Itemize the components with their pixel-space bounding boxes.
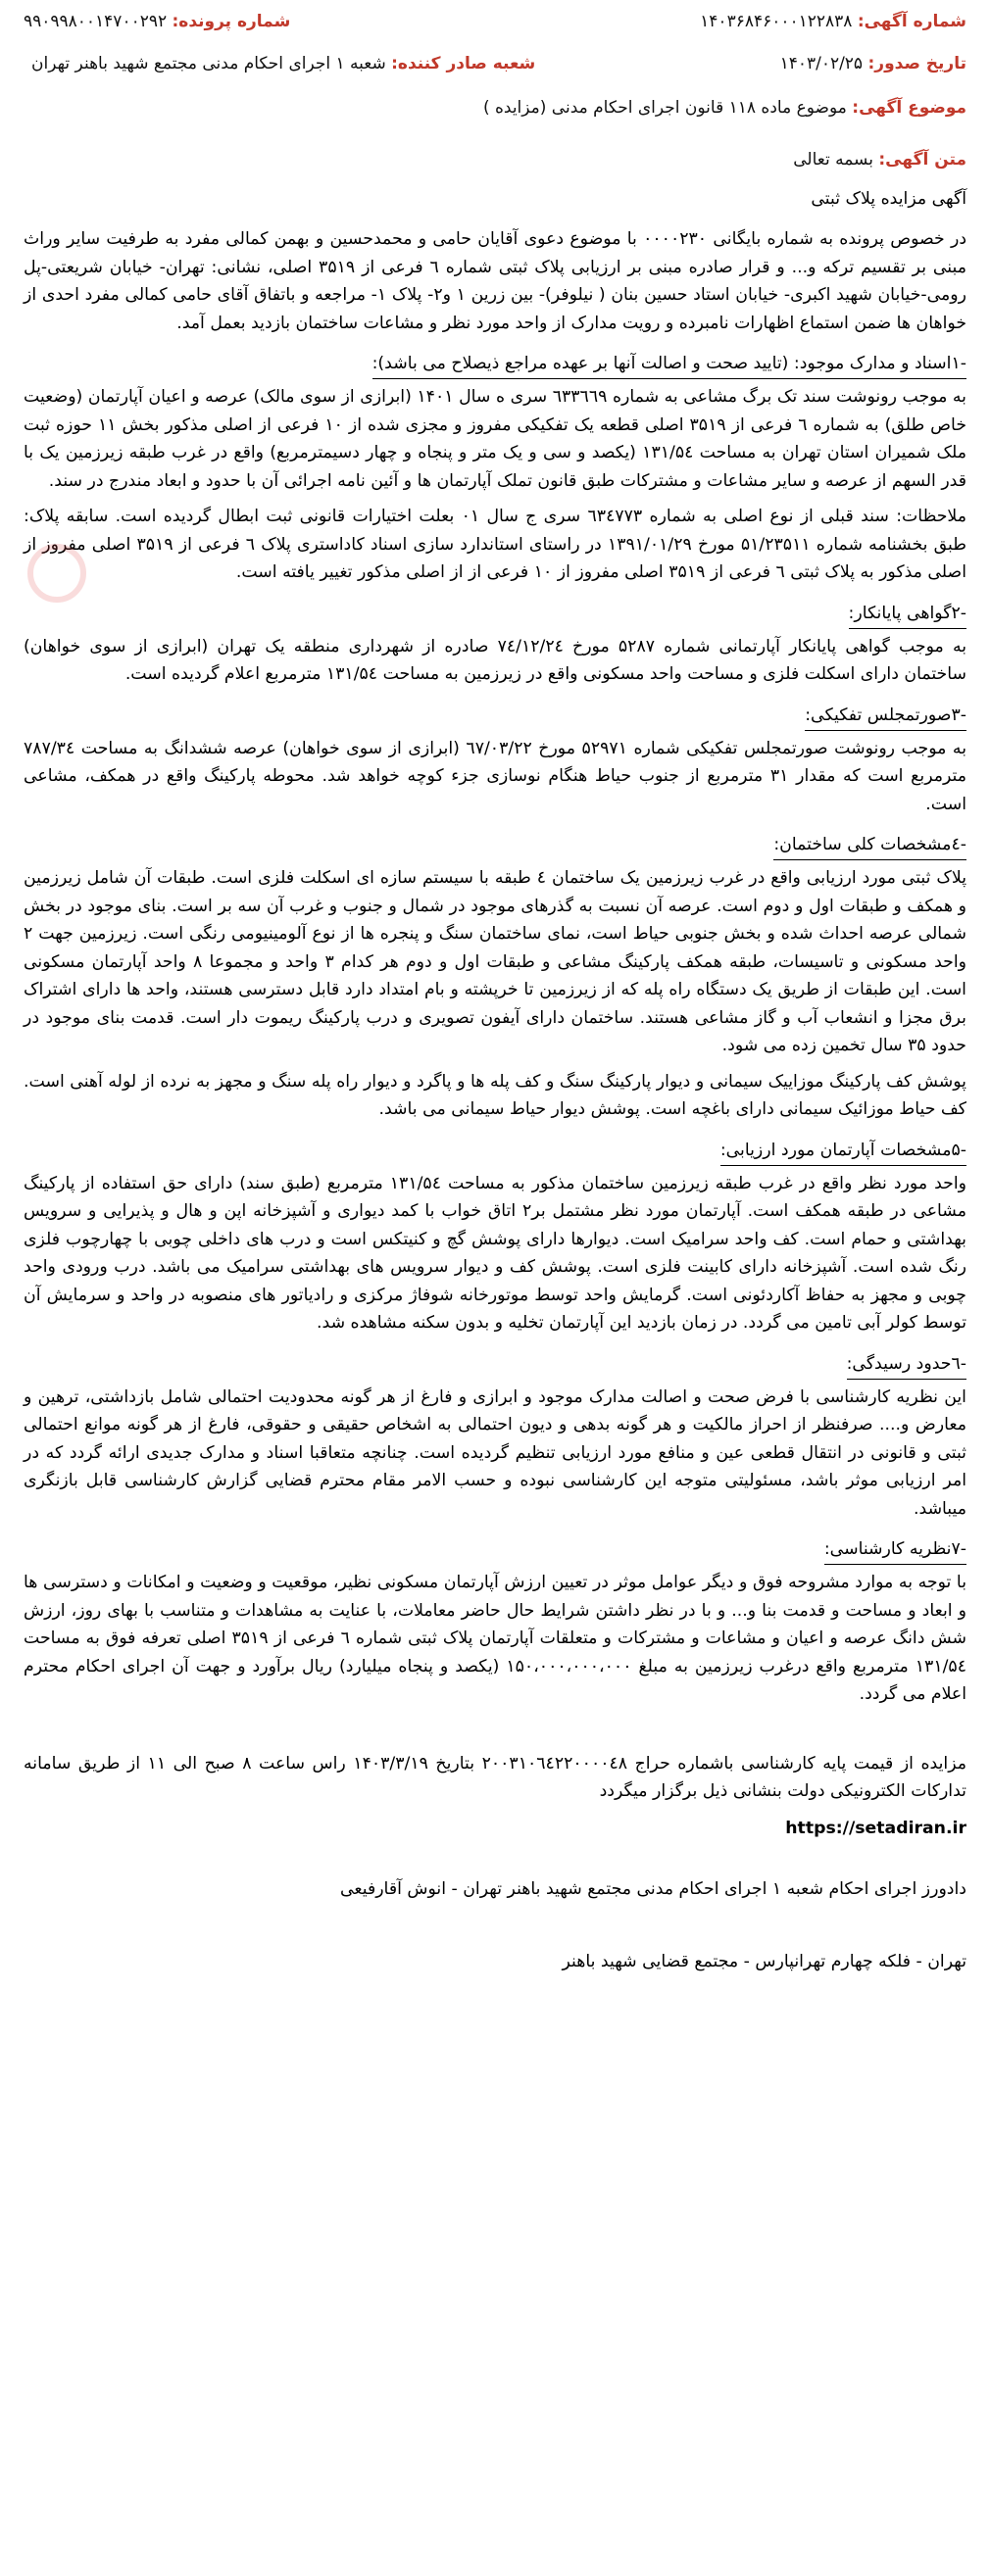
section-1-paragraph-1: به موجب رونوشت سند تک برگ مشاعی به شماره ٦۳۳٦٦۹ سری ه سال ۱۴۰۱ (ابرازی از سوی مالک) عرصه و اعیان آپارتمان (وضعیت خاص طلق) به شماره ٦ فرعی از ۳۵۱۹ اصلی قطعه یک تفکیکی مفروز و مجزی شده از ۱۰ فرعی از اصلی مذکور بخش ۱۱ حوزه ثبت ملک شمیران استان تهران به مساحت ۱۳۱/۵٤ (یکصد و سی و یک متر و پنجاه و چهار دسیمترمربع) واقع در غرب طبقه زیرزمین یک با قدر السهم از عرصه و سایر مشاعات و مشترکات طبق قانون تملک آپارتمان ها و آئین نامه اجرائی آن با حدود و ابعاد مندرج در سند. (24, 387, 967, 491)
watermark-stamp (27, 544, 86, 603)
text-intro: بسمه تعالی (793, 150, 873, 170)
website-row (24, 1814, 966, 1843)
text-label: متن آگهی: (878, 150, 966, 170)
auction-paragraph: مزایده از قیمت پایه کارشناسی باشماره حراج ۲۰۰۳۱۰٦٤۲۲۰۰۰۰٤۸ بتاریخ ۱۴۰۳/۳/۱۹ راس ساعت ۸ صبح الی ۱۱ از طریق سامانه تدارکات الکترونیکی دولت بنشانی ذیل برگزار میگردد (24, 1753, 967, 1801)
section-4-paragraph-2: پوشش کف پارکینگ موزاییک سیمانی و دیوار پارکینگ سنگ و کف پله ها و پاگرد و دیوار راه پله سنگ و مجهز به نرده از لوله آهنی است. کف حیاط موزائیک سیمانی دارای باغچه است. پوشش دیوار حیاط سیمانی می باشد. (24, 1071, 966, 1119)
subject-value: موضوع ماده ۱۱۸ قانون اجرای احکام مدنی (مزایده ) (482, 98, 847, 118)
spacer (24, 1717, 966, 1750)
issue-date-row (780, 54, 966, 73)
section-2-title: -۲گواهی پایانکار: (849, 599, 966, 629)
issuing-branch-value: شعبه ۱ اجرای احکام مدنی مجتمع شهید باهنر تهران (31, 54, 386, 73)
section-5-paragraph: واحد مورد نظر واقع در غرب طبقه زیرزمین ساختمان مذکور به مساحت ۱۳۱/۵٤ مترمربع (طبق سند) دارای حق استفاده از پارکینگ مشاعی در طبقه همکف است. آپارتمان مورد نظر مشتمل بر۲ اتاق خواب با کمد دیواری و آشپزخانه اپن و هال و پذیرایی و سرویس بهداشتی و حمام است. کف واحد سرامیک است. دیوارها دارای پوشش گچ و کنیتکس است و درب های داخلی چوبی با چهارچوب فلزی رنگ شده است. آشپزخانه دارای کابینت فلزی است. پوشش کف و دیوار سرویس های بهداشتی سرامیک می باشد. درب ورودی واحد چوبی و مجهز به حفاظ آکاردئونی است. گرمایش واحد توسط موتورخانه شوفاژ مرکزی و رادیاتور های منصوبه در واحد و سرمایش آن توسط کولر آبی تامین می گردد. در زمان بازدید این آپارتمان تخلیه و بدون سکنه مشاهده شد. (24, 1173, 966, 1333)
court-address: تهران - فلکه چهارم تهرانپارس - مجتمع قضایی شهید باهنر (562, 1951, 966, 1971)
text-label-row (24, 145, 966, 174)
section-1-title: -۱اسناد و مدارک موجود: (تایید صحت و اصالت آنها بر عهده مراجع ذیصلاح می باشد): (372, 349, 966, 379)
subject-row (483, 98, 966, 118)
subject-label: موضوع آگهی: (852, 98, 966, 118)
notice-header (24, 0, 966, 147)
section-2-paragraph: به موجب گواهی پایانکار آپارتمانی شماره ۵۲۸۷ مورخ ۷٤/۱۲/۲٤ صادره از شهرداری منطقه یک تهران (ابرازی از سوی خواهان) ساختمان دارای اسکلت فلزی و مساحت واحد مسکونی واقع در زیرزمین به مساحت ۱۳۱/۵٤ مترمربع اعلام گردیده است. (24, 636, 967, 684)
section-1-paragraph-2: ملاحظات: سند قبلی از نوع اصلی به شماره ٦۳٤۷۷۳ سری ج سال ۰۱ بعلت اختیارات قانونی ثبت ابطال گردیده است. سابقه پلاک: طبق بخشنامه شماره ۵۱/۲۳۵۱۱ مورخ ۱۳۹۱/۰۱/۲۹ در راستای استاندارد سازی اسناد کاداستری پلاک ٦ فرعی از ۳۵۱۹ اصلی مفروز از اصلی مذکور به پلاک ثبتی ٦ فرعی از ۳۵۱۹ اصلی مفروز از ۱۰ فرعی از از اصلی مذکور تغییر یافته است. (24, 507, 967, 582)
section-3-title: -۳صورتمجلس تفکیکی: (805, 701, 966, 731)
section-6-paragraph: این نظریه کارشناسی با فرض صحت و اصالت مدارک موجود و ابرازی و فارغ از هر گونه محدودیت احتمالی شامل بازداشتی، ترهین و معارض و.... صرفنظر از احراز مالکیت و هر گونه بدهی و دیون احتمالی به اشخاص حقیقی و حقوقی، فارغ از هر گونه موانع احتمالی ثبتی و قانونی در انتقال قطعی عین و منافع مورد ارزیابی تنظیم گردیده است. چنانچه متعاقبا اسناد و مدارک جدیدی ارائه گردد که در امر ارزیابی موثر باشد، مسئولیتی متوجه این کارشناسی نبوده و حسب الامر مقام محترم قضایی گزارش کارشناسی قابل بازنگری میباشد. (24, 1386, 966, 1519)
issuing-branch-label: شعبه صادر کننده: (391, 54, 536, 73)
section-4-title: -٤مشخصات کلی ساختمان: (773, 830, 966, 860)
ad-number-row (700, 12, 966, 31)
signatory: دادورز اجرای احکام شعبه ۱ اجرای احکام مدنی مجتمع شهید باهنر تهران - انوش آقارفیعی (340, 1878, 966, 1899)
ad-title: آگهی مزایده پلاک ثبتی (811, 189, 966, 209)
issuing-branch-row (31, 54, 535, 73)
file-number-value: ۹۹۰۹۹۸۰۰۱۴۷۰۰۲۹۲ (24, 12, 168, 31)
file-number-row (24, 12, 290, 31)
issue-date-label: تاریخ صدور: (867, 54, 966, 73)
section-6-title: -٦حدود رسیدگی: (847, 1349, 966, 1380)
issue-date-value: ۱۴۰۳/۰۲/۲۵ (779, 54, 864, 73)
section-5-title: -۵مشخصات آپارتمان مورد ارزیابی: (720, 1136, 966, 1166)
ad-number-value: ۱۴۰۳۶۸۴۶۰۰۰۱۲۲۸۳۸ (700, 12, 853, 31)
file-number-label: شماره پرونده: (172, 12, 291, 31)
section-4-paragraph-1: پلاک ثبتی مورد ارزیابی واقع در غرب زیرزمین یک ساختمان ٤ طبقه با سیستم سازه ای اسکلت فلزی است. طبقات آن شامل زیرزمین و همکف و طبقات اول و دوم است. عرصه آن نسبت به گذرهای موجود در شمال و جنوب و غرب آن سه بر است. بنای موجود در بخش شمالی عرصه احداث شده و بخش جنوبی حیاط است، نمای ساختمان سنگ و پنجره ها از نوع آلومینیومی رنگی است. زیرزمین جهت ۲ واحد مسکونی و تاسیسات، طبقه همکف پارکینگ مشاعی و طبقات اول و دوم هر کدام ۳ واحد و مجموعا ۸ واحد آپارتمان مسکونی است. این طبقات از طریق یک دستگاه راه پله که از زیرزمین تا خرپشته و بام امتداد دارد قابل دسترسی هستند، واحد ها دارای اشتراک برق مجزا و انشعاب آب و گاز مشاعی هستند. ساختمان دارای آیفون تصویری و درب پارکینگ ریموت دار است. قدمت بنای موجود در حدود ۳۵ سال تخمین زده می شود. (24, 868, 966, 1055)
intro-paragraph: در خصوص پرونده به شماره بایگانی ۰۰۰۰۲۳۰ با موضوع دعوی آقایان حامی و محمدحسین و بهمن کمالی مفرد به طرفیت سایر وراث مبنی بر تقسیم ترکه و... و قرار صادره مبنی بر ارزیابی پلاک ثبتی شماره ٦ فرعی از ۳۵۱۹ اصلی، نشانی: تهران- خیابان شریعتی-پل رومی-خیابان شهید اکبری- خیابان استاد حسین بنان ( نیلوفر)- بین زرین ۱ و۲- پلاک ۱- مراجعه و باتفاق آقای حامی کمالی مفرد احدی از خواهان ها ضمن استماع اظهارات نامبرده و رویت مدارک از واحد مورد نظر و مشاعات ساختمان بازدید بعمل آمد. (24, 229, 967, 333)
section-3-paragraph: به موجب رونوشت صورتمجلس تفکیکی شماره ۵۲۹۷۱ مورخ ٦۷/۰۳/۲۲ (ابرازی از سوی خواهان) عرصه ششدانگ به مساحت ۷۸۷/۳٤ مترمربع است که مقدار ۳۱ مترمربع از جنوب حیاط هنگام نوسازی جزء کوچه خواهد شد. محوطه پارکینگ واقع در همکف، مشاعی است. (24, 738, 967, 814)
section-7-paragraph: با توجه به موارد مشروحه فوق و دیگر عوامل موثر در تعیین ارزش آپارتمان مسکونی نظیر، موقعیت و وضعیت و امکانات و دسترسی ها و ابعاد و مساحت و قدمت بنا و... و با در نظر داشتن شرایط حال حاضر معاملات، با عنایت به مشاهدات و متناسب با بهای روز، ارزش شش دانگ عرصه و اعیان و مشاعات و مشترکات و متعلقات آپارتمان پلاک ثبتی شماره ٦ فرعی از ۳۵۱۹ اصلی تعرفه فوق به مساحت ۱۳۱/۵٤ مترمربع واقع درغرب زیرزمین به مبلغ ۱۵۰،۰۰۰،۰۰۰،۰۰۰ (یکصد و پنجاه میلیارد) ریال برآورد و جهت آن اجرای احکام محترم اعلام می گردد. (24, 1573, 966, 1704)
ad-number-label: شماره آگهی: (857, 12, 966, 31)
website-link[interactable]: https://setadiran.ir (785, 1818, 966, 1838)
notice-body (24, 184, 966, 1976)
section-7-title: -۷نظریه کارشناسی: (824, 1534, 966, 1565)
